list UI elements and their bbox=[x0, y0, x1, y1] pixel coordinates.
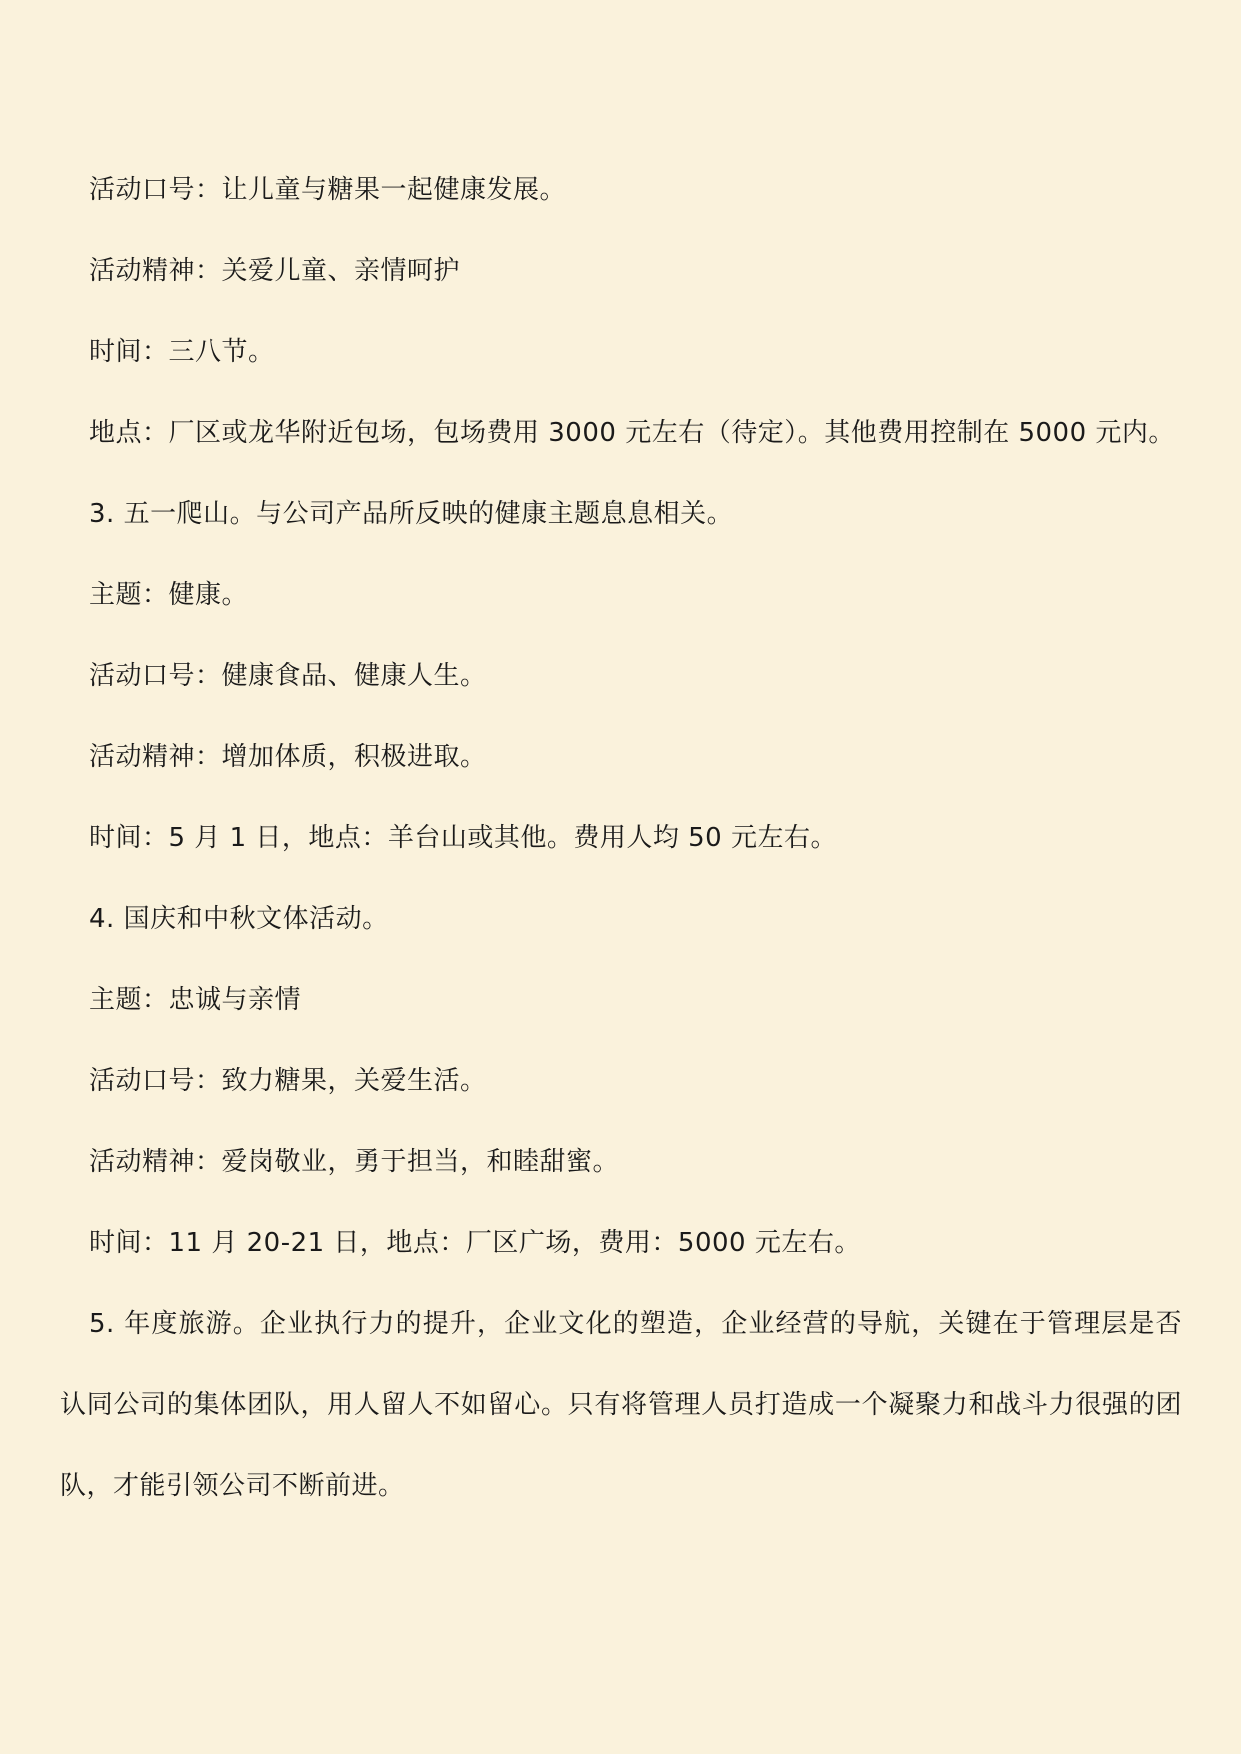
paragraph-slogan-3: 活动口号：健康食品、健康人生。 bbox=[89, 661, 487, 691]
paragraph-spirit-3: 活动精神：增加体质，积极进取。 bbox=[89, 742, 487, 772]
paragraph-slogan-1: 活动口号：让儿童与糖果一起健康发展。 bbox=[89, 175, 567, 205]
paragraph-item-3: 3. 五一爬山。与公司产品所反映的健康主题息息相关。 bbox=[89, 499, 734, 529]
paragraph-time-4: 时间：11 月 20-21 日，地点：厂区广场，费用：5000 元左右。 bbox=[89, 1228, 861, 1258]
paragraph-theme-3: 主题：健康。 bbox=[89, 580, 249, 610]
paragraph-time-1: 时间：三八节。 bbox=[89, 337, 275, 367]
paragraph-slogan-4: 活动口号：致力糖果，关爱生活。 bbox=[89, 1066, 487, 1096]
paragraph-spirit-1: 活动精神：关爱儿童、亲情呵护 bbox=[89, 256, 461, 286]
paragraph-location-1: 地点：厂区或龙华附近包场，包场费用 3000 元左右（待定）。其他费用控制在 5000 元内。 bbox=[89, 418, 1175, 448]
paragraph-theme-4: 主题：忠诚与亲情 bbox=[89, 985, 302, 1015]
paragraph-spirit-4: 活动精神：爱岗敬业，勇于担当，和睦甜蜜。 bbox=[89, 1147, 620, 1177]
paragraph-time-3: 时间：5 月 1 日，地点：羊台山或其他。费用人均 50 元左右。 bbox=[89, 823, 837, 853]
document-body bbox=[60, 150, 1182, 1527]
paragraph-item-4: 4. 国庆和中秋文体活动。 bbox=[89, 904, 389, 934]
paragraph-item-5: 5. 年度旅游。企业执行力的提升，企业文化的塑造，企业经营的导航，关键在于管理层是否认同公司的集体团队，用人留人不如留心。只有将管理人员打造成一个凝聚力和战斗力很强的团队，才能引领公司不断前进。 bbox=[60, 1309, 1182, 1501]
